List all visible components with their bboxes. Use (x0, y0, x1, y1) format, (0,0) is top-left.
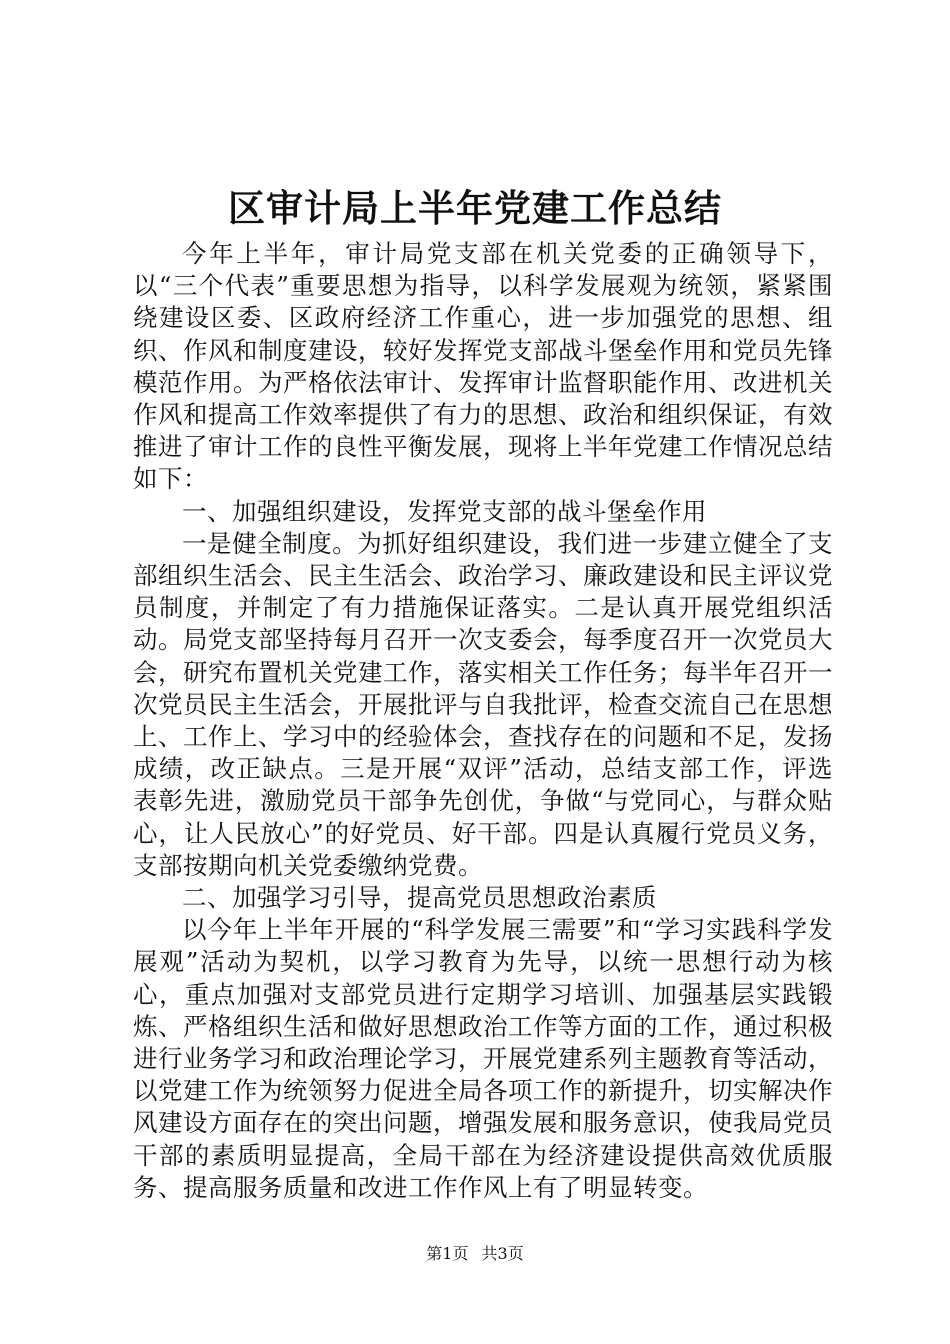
section-2-paragraph: 以今年上半年开展的“科学发展三需要”和“学习实践科学发展观”活动为契机，以学习教育为先导，以统一思想行动为核心，重点加强对支部党员进行定期学习培训、加强基层实践锻炼、严格组织生活和做好思想政治工作等方面的工作，通过积极进行业务学习和政治理论学习，开展党建系列主题教育等活动，以党建工作为统领努力促进全局各项工作的新提升，切实解决作风建设方面存在的突出问题，增强发展和服务意识，使我局党员干部的素质明显提高，全局干部在为经济建设提供高效优质服务、提高服务质量和改进工作作风上有了明显转变。 (133, 915, 833, 1202)
intro-paragraph: 今年上半年，审计局党支部在机关党委的正确领导下，以“三个代表”重要思想为指导，以科学发展观为统领，紧紧围绕建设区委、区政府经济工作重心，进一步加强党的思想、组织、作风和制度建设，较好发挥党支部战斗堡垒作用和党员先锋模范作用。为严格依法审计、发挥审计监督职能作用、改进机关作风和提高工作效率提供了有力的思想、政治和组织保证，有效推进了审计工作的良性平衡发展，现将上半年党建工作情况总结如下： (133, 239, 833, 494)
section-2-heading: 二、加强学习引导，提高党员思想政治素质 (182, 883, 657, 913)
page-number: 第1页 (426, 1244, 469, 1263)
page-footer (0, 1242, 950, 1266)
document-title: 区审计局上半年党建工作总结 (228, 186, 722, 230)
section-1-heading: 一、加强组织建设，发挥党支部的战斗堡垒作用 (182, 496, 707, 526)
section-1-paragraph: 一是健全制度。为抓好组织建设，我们进一步建立健全了支部组织生活会、民主生活会、政治学习、廉政建设和民主评议党员制度，并制定了有力措施保证落实。二是认真开展党组织活动。局党支部坚持每月召开一次支委会，每季度召开一次党员大会，研究布置机关党建工作，落实相关工作任务；每半年召开一次党员民主生活会，开展批评与自我批评，检查交流自己在思想上、工作上、学习中的经验体会，查找存在的问题和不足，发扬成绩，改正缺点。三是开展“双评”活动，总结支部工作，评选表彰先进，激励党员干部争先创优，争做“与党同心，与群众贴心，让人民放心”的好党员、好干部。四是认真履行党员义务，支部按期向机关党委缴纳党费。 (133, 528, 833, 880)
document-body (133, 238, 833, 1204)
page-total: 共3页 (481, 1244, 524, 1263)
